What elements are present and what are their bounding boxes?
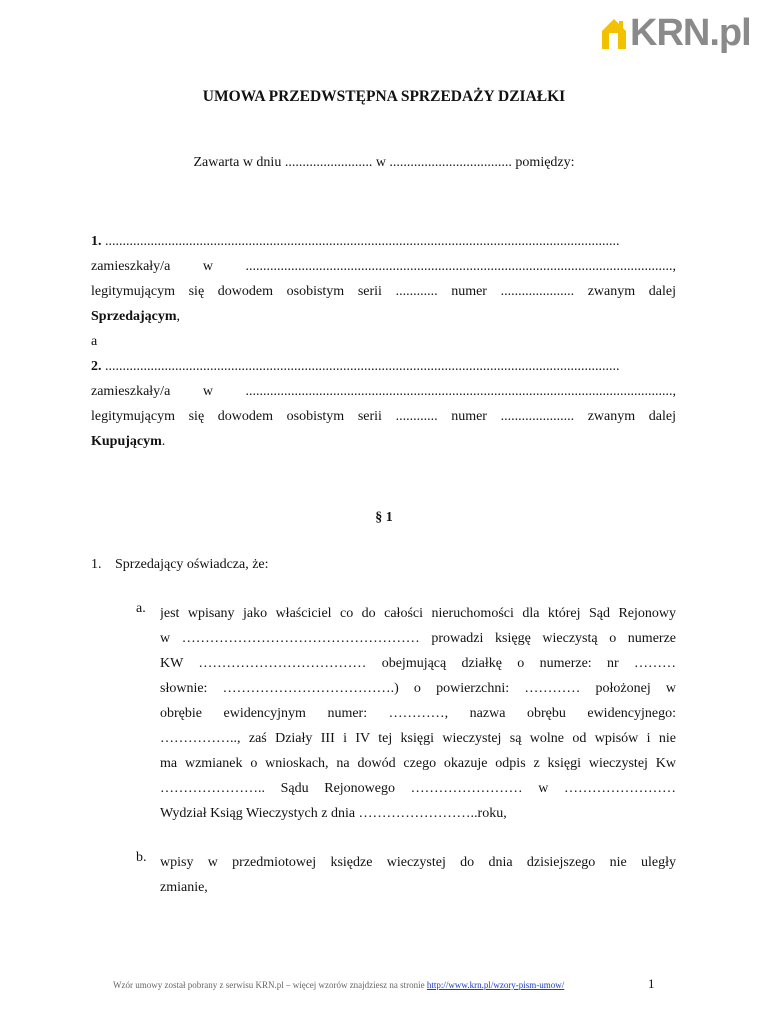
subpoint-a-line: Wydział Ksiąg Wieczystych z dnia ……………………..roku, <box>160 806 507 821</box>
subpoint-a-line: w …………………………………………… prowadzi księgę wieczystą o numerze <box>160 631 676 646</box>
party2-role-suffix: . <box>161 434 166 449</box>
party2-role-line <box>91 429 676 454</box>
subpoint-b-line: zmianie, <box>160 880 208 895</box>
subpoint-b-body <box>160 850 676 900</box>
concluded-line: Zawarta w dniu ......................... w ................................... pomiędzy: <box>193 155 575 170</box>
section-heading: § 1 <box>375 510 393 525</box>
party1-role: Sprzedającym <box>91 309 177 324</box>
party1-role-line <box>91 304 676 329</box>
house-icon <box>600 15 628 51</box>
party1-number: 1. <box>91 234 102 249</box>
logo-text: KRN.pl <box>630 12 751 54</box>
footer <box>113 980 564 990</box>
subpoint-a-line: KW ……………………………… obejmującą działkę o numerze: nr ……… <box>160 656 676 671</box>
party2-residence: zamieszkały/a w .........................................................................................................................., <box>91 384 676 399</box>
party2-name-line <box>91 354 676 379</box>
point-1-number: 1. <box>91 557 102 572</box>
subpoint-a-label: a. <box>136 601 146 616</box>
subpoint-b-label: b. <box>136 850 147 865</box>
page-number: 1 <box>648 976 655 991</box>
subpoint-b <box>136 850 676 900</box>
subpoint-a-line: ………………….. Sądu Rejonowego …………………… w …………………… <box>160 781 676 796</box>
party2-role: Kupującym <box>91 434 162 449</box>
point-1 <box>91 557 269 573</box>
subpoint-a-line: obrębie ewidencyjnym numer: …………, nazwa obrębu ewidencyjnego: <box>160 706 676 721</box>
point-1-text: Sprzedający oświadcza, że: <box>115 557 269 572</box>
subpoint-a-line: ma wzmianek o wnioskach, na dowód czego okazuje odpis z księgi wieczystej Kw <box>160 756 676 771</box>
party2-id-line: legitymującym się dowodem osobistym serii ............ numer ..................... zwanym dalej <box>91 409 676 424</box>
footer-link[interactable]: http://www.krn.pl/wzory-pism-umow/ <box>426 980 565 990</box>
conjunction: a <box>91 334 98 349</box>
document-title: UMOWA PRZEDWSTĘPNA SPRZEDAŻY DZIAŁKI <box>202 88 566 105</box>
subpoint-a-body <box>160 601 676 826</box>
party1-name-line <box>91 229 676 254</box>
subpoint-a-line: słownie: ……………………………….) o powierzchni: ………… położonej w <box>160 681 676 696</box>
subpoint-b-line: wpisy w przedmiotowej księdze wieczystej do dnia dzisiejszego nie uległy <box>160 855 676 870</box>
subpoint-a <box>136 601 676 826</box>
party2-name-dots: ................................................................................................................................................... <box>105 359 620 374</box>
subpoint-a-line: …………….., zaś Działy III i IV tej księgi wieczystej są wolne od wpisów i nie <box>160 731 676 746</box>
party1-name-dots: ................................................................................................................................................... <box>105 234 620 249</box>
party1-role-suffix: , <box>176 309 181 324</box>
parties-block <box>91 229 676 454</box>
footer-text: Wzór umowy został pobrany z serwisu KRN.pl – więcej wzorów znajdziesz na stronie <box>113 980 425 990</box>
party2-number: 2. <box>91 359 102 374</box>
party1-id-line: legitymującym się dowodem osobistym serii ............ numer ..................... zwanym dalej <box>91 284 676 299</box>
party1-residence: zamieszkały/a w .........................................................................................................................., <box>91 259 676 274</box>
subpoint-a-line: jest wpisany jako właściciel co do całości nieruchomości dla której Sąd Rejonowy <box>160 606 676 621</box>
krn-logo <box>600 14 751 52</box>
